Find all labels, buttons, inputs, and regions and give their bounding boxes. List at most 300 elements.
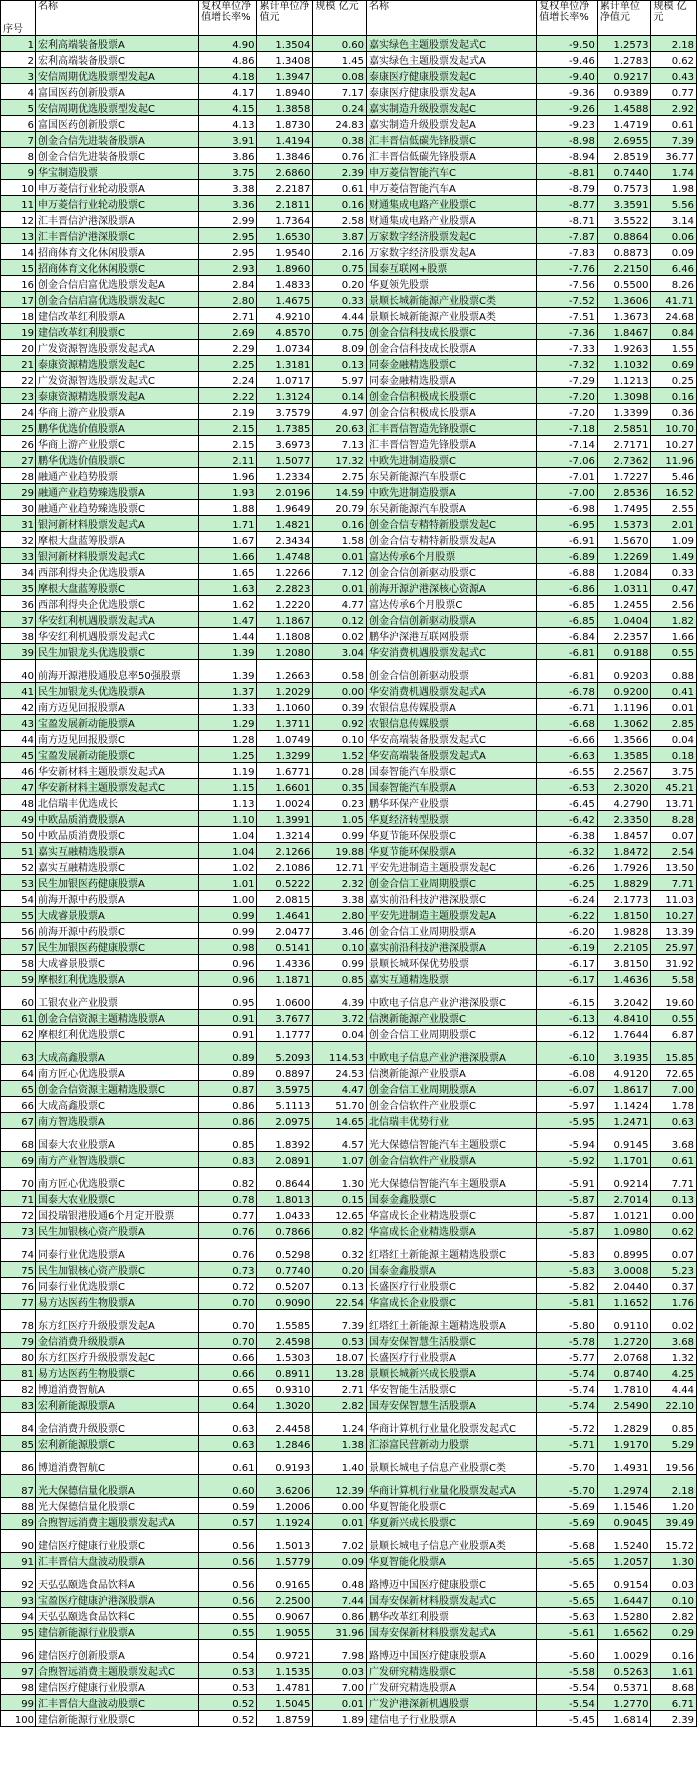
growth-left: 2.15 bbox=[199, 436, 257, 452]
header-growth-left: 复权单位净值增长率% bbox=[199, 1, 257, 36]
nav-left: 1.2220 bbox=[257, 596, 313, 612]
table-row bbox=[1, 404, 697, 420]
nav-left: 1.0433 bbox=[257, 1207, 313, 1223]
row-seq: 90 bbox=[1, 1530, 36, 1553]
fund-name-left: 光大保德信量化股票C bbox=[35, 1498, 198, 1514]
nav-right: 2.2567 bbox=[597, 763, 651, 779]
fund-name-left: 博道消费智航C bbox=[35, 1452, 198, 1475]
scale-right: 8.28 bbox=[651, 811, 697, 827]
growth-right: -6.07 bbox=[537, 1081, 598, 1097]
fund-name-right: 国泰智能汽车股票C bbox=[367, 763, 537, 779]
fund-name-left: 华商上游产业股票C bbox=[35, 436, 198, 452]
growth-left: 0.78 bbox=[199, 1191, 257, 1207]
table-row bbox=[1, 1397, 697, 1413]
scale-left: 1.30 bbox=[313, 1168, 367, 1191]
scale-left: 12.71 bbox=[313, 859, 367, 875]
fund-name-left: 北信瑞丰优选成长 bbox=[35, 795, 198, 811]
growth-left: 1.10 bbox=[199, 811, 257, 827]
growth-right: -5.54 bbox=[537, 1679, 598, 1695]
growth-right: -5.87 bbox=[537, 1191, 598, 1207]
row-seq: 89 bbox=[1, 1514, 36, 1530]
nav-right: 1.7810 bbox=[597, 1381, 651, 1397]
scale-left: 1.45 bbox=[313, 52, 367, 68]
nav-left: 2.4598 bbox=[257, 1333, 313, 1349]
growth-left: 1.93 bbox=[199, 484, 257, 500]
nav-left: 0.5298 bbox=[257, 1239, 313, 1262]
fund-name-right: 中欧先进制造股票A bbox=[367, 484, 537, 500]
scale-left: 0.76 bbox=[313, 148, 367, 164]
nav-right: 3.1935 bbox=[597, 1042, 651, 1065]
table-row bbox=[1, 468, 697, 484]
growth-left: 0.55 bbox=[199, 1608, 257, 1624]
scale-right: 8.68 bbox=[651, 1679, 697, 1695]
fund-name-right: 华富成长企业精选股票C bbox=[367, 1207, 537, 1223]
nav-left: 1.2266 bbox=[257, 564, 313, 580]
scale-left: 4.39 bbox=[313, 987, 367, 1010]
nav-right: 1.7926 bbox=[597, 859, 651, 875]
nav-right: 1.0311 bbox=[597, 580, 651, 596]
growth-left: 0.56 bbox=[199, 1530, 257, 1553]
nav-right: 1.9263 bbox=[597, 340, 651, 356]
growth-left: 1.02 bbox=[199, 859, 257, 875]
table-row bbox=[1, 660, 697, 683]
table-row bbox=[1, 923, 697, 939]
scale-left: 1.24 bbox=[313, 1413, 367, 1436]
nav-right: 0.5500 bbox=[597, 276, 651, 292]
scale-right: 0.16 bbox=[651, 388, 697, 404]
nav-right: 1.2057 bbox=[597, 1553, 651, 1569]
growth-right: -6.78 bbox=[537, 683, 598, 699]
nav-left: 2.1086 bbox=[257, 859, 313, 875]
fund-name-left: 创金合信先进装备股票C bbox=[35, 148, 198, 164]
row-seq: 81 bbox=[1, 1365, 36, 1381]
fund-name-right: 创金合信工业周期股票C bbox=[367, 875, 537, 891]
fund-name-right: 鹏华改革红利股票 bbox=[367, 1608, 537, 1624]
growth-right: -5.68 bbox=[537, 1530, 598, 1553]
growth-right: -6.68 bbox=[537, 715, 598, 731]
growth-right: -8.98 bbox=[537, 132, 598, 148]
header-name-right: 名称 bbox=[367, 1, 537, 36]
scale-right: 0.61 bbox=[651, 1152, 697, 1168]
growth-left: 2.25 bbox=[199, 356, 257, 372]
scale-right: 1.76 bbox=[651, 1294, 697, 1310]
fund-name-left: 鹏华优选价值股票A bbox=[35, 420, 198, 436]
fund-name-right: 泰康医疗健康股票发起A bbox=[367, 84, 537, 100]
scale-right: 10.70 bbox=[651, 420, 697, 436]
table-row bbox=[1, 116, 697, 132]
table-row bbox=[1, 939, 697, 955]
growth-right: -6.24 bbox=[537, 891, 598, 907]
growth-left: 0.76 bbox=[199, 1239, 257, 1262]
fund-name-left: 光大保德信量化股票A bbox=[35, 1475, 198, 1498]
table-row bbox=[1, 1436, 697, 1452]
fund-name-left: 天弘弘颐选食品饮料C bbox=[35, 1608, 198, 1624]
scale-left: 2.32 bbox=[313, 875, 367, 891]
growth-right: -8.79 bbox=[537, 180, 598, 196]
nav-right: 1.9828 bbox=[597, 923, 651, 939]
growth-left: 1.37 bbox=[199, 683, 257, 699]
nav-right: 1.1652 bbox=[597, 1294, 651, 1310]
growth-right: -7.76 bbox=[537, 260, 598, 276]
nav-right: 1.1213 bbox=[597, 372, 651, 388]
fund-name-left: 工银农业产业股票 bbox=[35, 987, 198, 1010]
growth-right: -6.86 bbox=[537, 580, 598, 596]
growth-left: 2.69 bbox=[199, 324, 257, 340]
nav-left: 0.9165 bbox=[257, 1569, 313, 1592]
row-seq: 86 bbox=[1, 1452, 36, 1475]
nav-left: 2.2187 bbox=[257, 180, 313, 196]
growth-left: 2.29 bbox=[199, 340, 257, 356]
growth-left: 4.90 bbox=[199, 36, 257, 52]
nav-left: 1.1867 bbox=[257, 612, 313, 628]
nav-left: 1.1924 bbox=[257, 1514, 313, 1530]
fund-name-left: 民生加银龙头优选股票A bbox=[35, 683, 198, 699]
fund-name-left: 南方迈见回报股票C bbox=[35, 731, 198, 747]
row-seq: 56 bbox=[1, 923, 36, 939]
scale-right: 1.20 bbox=[651, 1498, 697, 1514]
scale-left: 0.86 bbox=[313, 1608, 367, 1624]
scale-right: 2.85 bbox=[651, 715, 697, 731]
growth-right: -6.89 bbox=[537, 548, 598, 564]
scale-left: 13.28 bbox=[313, 1365, 367, 1381]
fund-name-left: 民生加银龙头优选股票C bbox=[35, 644, 198, 660]
row-seq: 64 bbox=[1, 1065, 36, 1081]
fund-name-left: 天弘弘颐选食品饮料A bbox=[35, 1569, 198, 1592]
growth-left: 0.63 bbox=[199, 1413, 257, 1436]
table-row bbox=[1, 148, 697, 164]
growth-left: 0.60 bbox=[199, 1475, 257, 1498]
scale-right: 19.60 bbox=[651, 987, 697, 1010]
nav-left: 1.3214 bbox=[257, 827, 313, 843]
scale-right: 3.68 bbox=[651, 1129, 697, 1152]
nav-right: 0.5371 bbox=[597, 1679, 651, 1695]
nav-left: 1.0024 bbox=[257, 795, 313, 811]
nav-right: 1.4588 bbox=[597, 100, 651, 116]
nav-left: 0.5207 bbox=[257, 1278, 313, 1294]
scale-right: 0.18 bbox=[651, 747, 697, 763]
fund-name-left: 安信周期优选股票型发起C bbox=[35, 100, 198, 116]
scale-right: 0.29 bbox=[651, 1624, 697, 1640]
scale-right: 0.13 bbox=[651, 1191, 697, 1207]
fund-name-left: 招商体育文化休闲股票A bbox=[35, 244, 198, 260]
fund-name-right: 华安消费机遇股票发起式C bbox=[367, 644, 537, 660]
nav-right: 0.9145 bbox=[597, 1129, 651, 1152]
scale-right: 0.41 bbox=[651, 683, 697, 699]
table-row bbox=[1, 1381, 697, 1397]
growth-right: -5.87 bbox=[537, 1207, 598, 1223]
scale-left: 0.13 bbox=[313, 356, 367, 372]
fund-name-right: 创金合信积极成长股票C bbox=[367, 388, 537, 404]
growth-left: 0.91 bbox=[199, 1010, 257, 1026]
scale-right: 5.23 bbox=[651, 1262, 697, 1278]
nav-left: 1.5013 bbox=[257, 1530, 313, 1553]
header-scale-right: 规模 亿元 bbox=[651, 1, 697, 36]
row-seq: 54 bbox=[1, 891, 36, 907]
growth-right: -5.65 bbox=[537, 1553, 598, 1569]
growth-left: 0.85 bbox=[199, 1129, 257, 1152]
table-row bbox=[1, 1640, 697, 1663]
row-seq: 92 bbox=[1, 1569, 36, 1592]
scale-right: 0.62 bbox=[651, 52, 697, 68]
fund-name-left: 宝盈发展新动能股票A bbox=[35, 715, 198, 731]
growth-right: -8.71 bbox=[537, 212, 598, 228]
row-seq: 37 bbox=[1, 612, 36, 628]
growth-left: 2.19 bbox=[199, 404, 257, 420]
table-row bbox=[1, 52, 697, 68]
growth-right: -8.77 bbox=[537, 196, 598, 212]
table-row bbox=[1, 1294, 697, 1310]
nav-left: 2.2500 bbox=[257, 1592, 313, 1608]
scale-right: 0.02 bbox=[651, 1310, 697, 1333]
growth-right: -6.19 bbox=[537, 939, 598, 955]
table-row bbox=[1, 1663, 697, 1679]
nav-right: 1.2471 bbox=[597, 1113, 651, 1129]
nav-left: 5.2093 bbox=[257, 1042, 313, 1065]
growth-right: -5.87 bbox=[537, 1223, 598, 1239]
fund-name-right: 华安高端装备股票发起式A bbox=[367, 747, 537, 763]
growth-left: 3.36 bbox=[199, 196, 257, 212]
scale-right: 0.03 bbox=[651, 1569, 697, 1592]
nav-right: 0.9110 bbox=[597, 1310, 651, 1333]
fund-name-left: 南方匠心优选股票A bbox=[35, 1065, 198, 1081]
table-row bbox=[1, 779, 697, 795]
table-row bbox=[1, 1010, 697, 1026]
fund-name-left: 建信医疗创新股票A bbox=[35, 1640, 198, 1663]
growth-left: 0.89 bbox=[199, 1042, 257, 1065]
table-row bbox=[1, 1592, 697, 1608]
scale-right: 0.63 bbox=[651, 1113, 697, 1129]
fund-name-right: 华富成长企业股票C bbox=[367, 1294, 537, 1310]
row-seq: 32 bbox=[1, 532, 36, 548]
fund-name-right: 嘉实制造升级股票发起A bbox=[367, 116, 537, 132]
growth-left: 0.73 bbox=[199, 1262, 257, 1278]
scale-right: 0.33 bbox=[651, 564, 697, 580]
nav-right: 0.9389 bbox=[597, 84, 651, 100]
scale-left: 0.99 bbox=[313, 955, 367, 971]
nav-left: 1.5303 bbox=[257, 1349, 313, 1365]
row-seq: 88 bbox=[1, 1498, 36, 1514]
nav-right: 1.3606 bbox=[597, 292, 651, 308]
fund-name-left: 银河新材料股票发起式C bbox=[35, 548, 198, 564]
fund-name-right: 汇丰晋信低碳先锋股票A bbox=[367, 148, 537, 164]
table-row bbox=[1, 731, 697, 747]
scale-right: 1.74 bbox=[651, 164, 697, 180]
fund-name-left: 摩根大盘蓝筹股票A bbox=[35, 532, 198, 548]
scale-left: 1.40 bbox=[313, 1452, 367, 1475]
growth-left: 1.25 bbox=[199, 747, 257, 763]
fund-name-right: 路博迈中国医疗健康股票C bbox=[367, 1569, 537, 1592]
nav-left: 1.0600 bbox=[257, 987, 313, 1010]
row-seq: 66 bbox=[1, 1097, 36, 1113]
growth-left: 2.84 bbox=[199, 276, 257, 292]
nav-left: 1.2080 bbox=[257, 644, 313, 660]
fund-name-left: 广发资源智选股票发起式A bbox=[35, 340, 198, 356]
scale-right: 0.55 bbox=[651, 1010, 697, 1026]
growth-right: -7.14 bbox=[537, 436, 598, 452]
scale-left: 14.65 bbox=[313, 1113, 367, 1129]
row-seq: 73 bbox=[1, 1223, 36, 1239]
fund-name-right: 东吴新能源汽车股票C bbox=[367, 468, 537, 484]
table-row bbox=[1, 1452, 697, 1475]
growth-left: 2.93 bbox=[199, 260, 257, 276]
scale-right: 10.27 bbox=[651, 907, 697, 923]
fund-name-right: 广发研究精选股票C bbox=[367, 1663, 537, 1679]
fund-name-left: 鹏华优选价值股票C bbox=[35, 452, 198, 468]
nav-right: 4.9120 bbox=[597, 1065, 651, 1081]
scale-left: 0.58 bbox=[313, 660, 367, 683]
growth-left: 0.53 bbox=[199, 1663, 257, 1679]
fund-name-left: 泰康资源精选股票发起C bbox=[35, 356, 198, 372]
growth-left: 0.96 bbox=[199, 971, 257, 987]
growth-right: -7.06 bbox=[537, 452, 598, 468]
scale-left: 0.13 bbox=[313, 1278, 367, 1294]
fund-name-right: 嘉实互通精选股票 bbox=[367, 971, 537, 987]
fund-name-right: 国寿安保新材料股票发起式A bbox=[367, 1624, 537, 1640]
fund-name-right: 创金合信创新驱动股票 bbox=[367, 660, 537, 683]
table-row bbox=[1, 875, 697, 891]
scale-right: 2.82 bbox=[651, 1608, 697, 1624]
scale-right: 0.88 bbox=[651, 660, 697, 683]
nav-right: 3.3591 bbox=[597, 196, 651, 212]
nav-left: 2.0975 bbox=[257, 1113, 313, 1129]
row-seq: 78 bbox=[1, 1310, 36, 1333]
fund-name-right: 财通集成电路产业股票A bbox=[367, 212, 537, 228]
growth-left: 0.65 bbox=[199, 1381, 257, 1397]
fund-name-right: 创金合信工业周期股票A bbox=[367, 1081, 537, 1097]
fund-name-right: 财通集成电路产业股票C bbox=[367, 196, 537, 212]
fund-name-left: 融通产业趋势臻选股票A bbox=[35, 484, 198, 500]
fund-name-left: 宝盈医疗健康沪港深股票A bbox=[35, 1592, 198, 1608]
scale-left: 14.59 bbox=[313, 484, 367, 500]
growth-left: 1.88 bbox=[199, 500, 257, 516]
nav-left: 1.1777 bbox=[257, 1026, 313, 1042]
nav-left: 1.5779 bbox=[257, 1553, 313, 1569]
table-row bbox=[1, 811, 697, 827]
nav-right: 1.5373 bbox=[597, 516, 651, 532]
nav-right: 1.8617 bbox=[597, 1081, 651, 1097]
table-row bbox=[1, 747, 697, 763]
fund-name-right: 嘉实制造升级股票发起C bbox=[367, 100, 537, 116]
nav-right: 1.8829 bbox=[597, 875, 651, 891]
scale-left: 4.77 bbox=[313, 596, 367, 612]
table-row bbox=[1, 1569, 697, 1592]
growth-right: -5.54 bbox=[537, 1695, 598, 1711]
nav-left: 2.4458 bbox=[257, 1413, 313, 1436]
growth-right: -9.23 bbox=[537, 116, 598, 132]
growth-right: -5.94 bbox=[537, 1129, 598, 1152]
scale-left: 4.44 bbox=[313, 308, 367, 324]
fund-name-right: 华富成长企业精选股票A bbox=[367, 1223, 537, 1239]
fund-name-right: 华安智能生活股票C bbox=[367, 1381, 537, 1397]
growth-right: -6.88 bbox=[537, 564, 598, 580]
table-row bbox=[1, 420, 697, 436]
growth-right: -5.83 bbox=[537, 1262, 598, 1278]
nav-left: 1.1535 bbox=[257, 1663, 313, 1679]
scale-left: 7.02 bbox=[313, 1530, 367, 1553]
row-seq: 51 bbox=[1, 843, 36, 859]
row-seq: 34 bbox=[1, 564, 36, 580]
nav-left: 1.2029 bbox=[257, 683, 313, 699]
row-seq: 24 bbox=[1, 404, 36, 420]
growth-left: 4.86 bbox=[199, 52, 257, 68]
fund-name-left: 富国医药创新股票C bbox=[35, 116, 198, 132]
table-row bbox=[1, 628, 697, 644]
nav-left: 1.4194 bbox=[257, 132, 313, 148]
growth-left: 0.56 bbox=[199, 1553, 257, 1569]
nav-left: 1.9055 bbox=[257, 1624, 313, 1640]
table-row bbox=[1, 1711, 697, 1727]
row-seq: 10 bbox=[1, 180, 36, 196]
scale-left: 0.01 bbox=[313, 1695, 367, 1711]
nav-left: 2.0815 bbox=[257, 891, 313, 907]
scale-right: 1.30 bbox=[651, 1553, 697, 1569]
growth-right: -5.81 bbox=[537, 1294, 598, 1310]
nav-right: 3.2042 bbox=[597, 987, 651, 1010]
growth-right: -6.81 bbox=[537, 644, 598, 660]
growth-left: 4.17 bbox=[199, 84, 257, 100]
nav-left: 1.5077 bbox=[257, 452, 313, 468]
table-row bbox=[1, 699, 697, 715]
fund-name-right: 景顺长城电子信息产业股票A类 bbox=[367, 1530, 537, 1553]
nav-left: 1.8759 bbox=[257, 1711, 313, 1727]
scale-right: 0.16 bbox=[651, 1640, 697, 1663]
scale-right: 0.25 bbox=[651, 372, 697, 388]
growth-right: -6.42 bbox=[537, 811, 598, 827]
scale-right: 6.87 bbox=[651, 1026, 697, 1042]
scale-left: 0.01 bbox=[313, 580, 367, 596]
nav-right: 1.1424 bbox=[597, 1097, 651, 1113]
scale-left: 0.01 bbox=[313, 1514, 367, 1530]
growth-right: -6.95 bbox=[537, 516, 598, 532]
fund-name-right: 华夏智能化股票C bbox=[367, 1498, 537, 1514]
fund-name-left: 摩根红利优选股票C bbox=[35, 1026, 198, 1042]
nav-right: 0.9188 bbox=[597, 644, 651, 660]
growth-left: 1.47 bbox=[199, 612, 257, 628]
fund-name-right: 景顺长城电子信息产业股票C类 bbox=[367, 1452, 537, 1475]
row-seq: 93 bbox=[1, 1592, 36, 1608]
fund-name-left: 摩根红利优选股票A bbox=[35, 971, 198, 987]
row-seq: 33 bbox=[1, 548, 36, 564]
fund-name-right: 华夏节能环保股票C bbox=[367, 827, 537, 843]
growth-left: 0.95 bbox=[199, 987, 257, 1010]
scale-right: 2.39 bbox=[651, 1711, 697, 1727]
growth-right: -5.72 bbox=[537, 1413, 598, 1436]
row-seq: 4 bbox=[1, 84, 36, 100]
scale-left: 3.46 bbox=[313, 923, 367, 939]
fund-name-left: 广发资源智选股票发起式C bbox=[35, 372, 198, 388]
nav-left: 1.3124 bbox=[257, 388, 313, 404]
nav-right: 1.8467 bbox=[597, 324, 651, 340]
growth-right: -6.17 bbox=[537, 971, 598, 987]
row-seq: 91 bbox=[1, 1553, 36, 1569]
scale-right: 45.21 bbox=[651, 779, 697, 795]
scale-right: 10.27 bbox=[651, 436, 697, 452]
growth-left: 4.15 bbox=[199, 100, 257, 116]
table-row bbox=[1, 1207, 697, 1223]
row-seq: 13 bbox=[1, 228, 36, 244]
growth-left: 2.99 bbox=[199, 212, 257, 228]
fund-name-left: 民生加银核心资产股票C bbox=[35, 1262, 198, 1278]
row-seq: 21 bbox=[1, 356, 36, 372]
growth-right: -5.70 bbox=[537, 1475, 598, 1498]
growth-right: -5.78 bbox=[537, 1333, 598, 1349]
fund-name-left: 华商上游产业股票A bbox=[35, 404, 198, 420]
fund-name-right: 长盛医疗行业股票A bbox=[367, 1349, 537, 1365]
scale-right: 0.84 bbox=[651, 324, 697, 340]
nav-left: 0.9067 bbox=[257, 1608, 313, 1624]
fund-name-right: 嘉实绿色主题股票发起式C bbox=[367, 36, 537, 52]
growth-left: 1.04 bbox=[199, 827, 257, 843]
